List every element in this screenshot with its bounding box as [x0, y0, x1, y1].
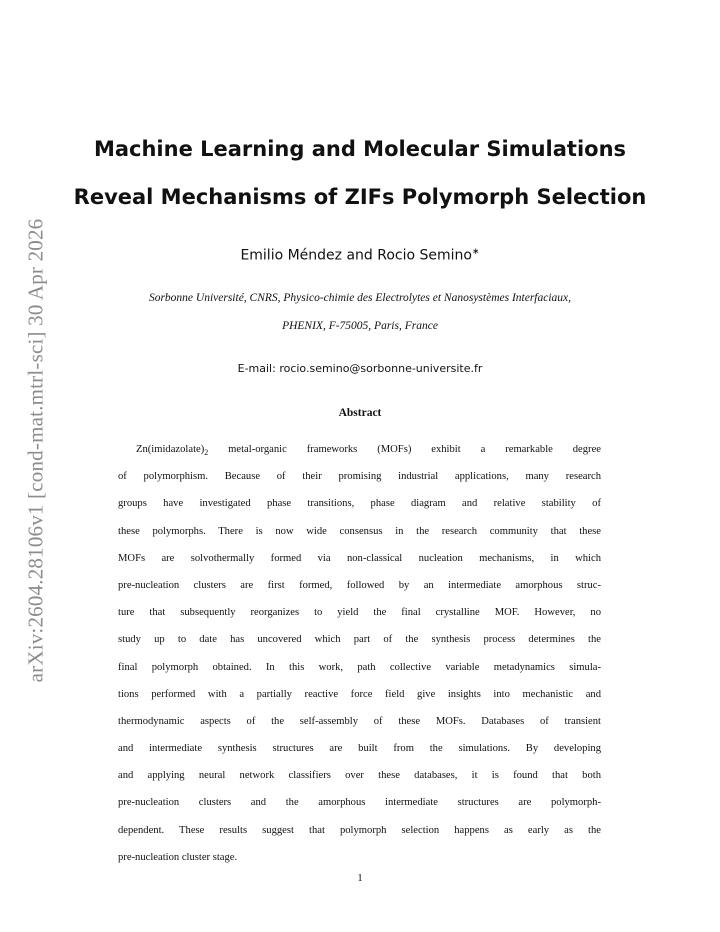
abstract-line	[118, 436, 601, 463]
abstract-line: final polymorph obtained. In this work, path collective variable metadynamics simula-	[118, 661, 601, 673]
author-names: Emilio Méndez and Rocio Semino	[240, 247, 472, 264]
paper-title-line-1: Machine Learning and Molecular Simulations	[93, 137, 627, 161]
abstract-line: dependent. These results suggest that polymorph selection happens as early as the	[118, 824, 601, 836]
paper-title-line-2: Reveal Mechanisms of ZIFs Polymorph Selection	[73, 185, 647, 209]
abstract-first-line-post: metal-organic frameworks (MOFs) exhibit a remarkable degree	[208, 444, 601, 455]
abstract-line: pre-nucleation clusters are first formed, followed by an intermediate amorphous struc-	[118, 579, 601, 591]
abstract-line: groups have investigated phase transitions, phase diagram and relative stability of	[118, 498, 601, 510]
corresponding-author-mark: ∗	[472, 247, 480, 257]
abstract-line: and applying neural network classifiers over these databases, it is found that both	[118, 770, 601, 782]
abstract-line: tions performed with a partially reactive force field give insights into mechanistic and	[118, 688, 601, 700]
affiliation-line-2: PHENIX, F-75005, Paris, France	[282, 320, 438, 332]
abstract-line: of polymorphism. Because of their promising industrial applications, many research	[118, 471, 601, 483]
abstract-line: thermodynamic aspects of the self-assembly of these MOFs. Databases of transient	[118, 715, 601, 727]
contact-email: E-mail: rocio.semino@sorbonne-universite.fr	[237, 362, 483, 375]
abstract-first-line-pre: Zn(imidazolate)	[136, 444, 205, 455]
arxiv-identifier-text: arXiv:2604.28106v1 [cond-mat.mtrl-sci] 30 Apr 2026	[23, 218, 48, 682]
abstract-heading: Abstract	[338, 407, 382, 419]
abstract-line: these polymorphs. There is now wide consensus in the research community that these	[118, 525, 601, 537]
abstract-line: study up to date has uncovered which part of the synthesis process determines the	[118, 634, 601, 646]
affiliation-line-1: Sorbonne Université, CNRS, Physico-chimie des Electrolytes et Nanosystèmes Interfaciaux,	[148, 292, 572, 304]
abstract-line: MOFs are solvothermally formed via non-classical nucleation mechanisms, in which	[118, 552, 601, 564]
arxiv-identifier-stamp	[14, 205, 58, 695]
author-list	[60, 247, 660, 264]
page-number: 1	[357, 872, 363, 884]
abstract-line: pre-nucleation cluster stage.	[118, 851, 238, 863]
abstract-line: pre-nucleation clusters and the amorphous intermediate structures are polymorph-	[118, 797, 601, 809]
abstract-body	[118, 436, 601, 871]
abstract-subscript: 2	[204, 448, 209, 458]
abstract-line: ture that subsequently reorganizes to yield the final crystalline MOF. However, no	[118, 607, 601, 619]
abstract-line: and intermediate synthesis structures are built from the simulations. By developing	[118, 743, 601, 755]
